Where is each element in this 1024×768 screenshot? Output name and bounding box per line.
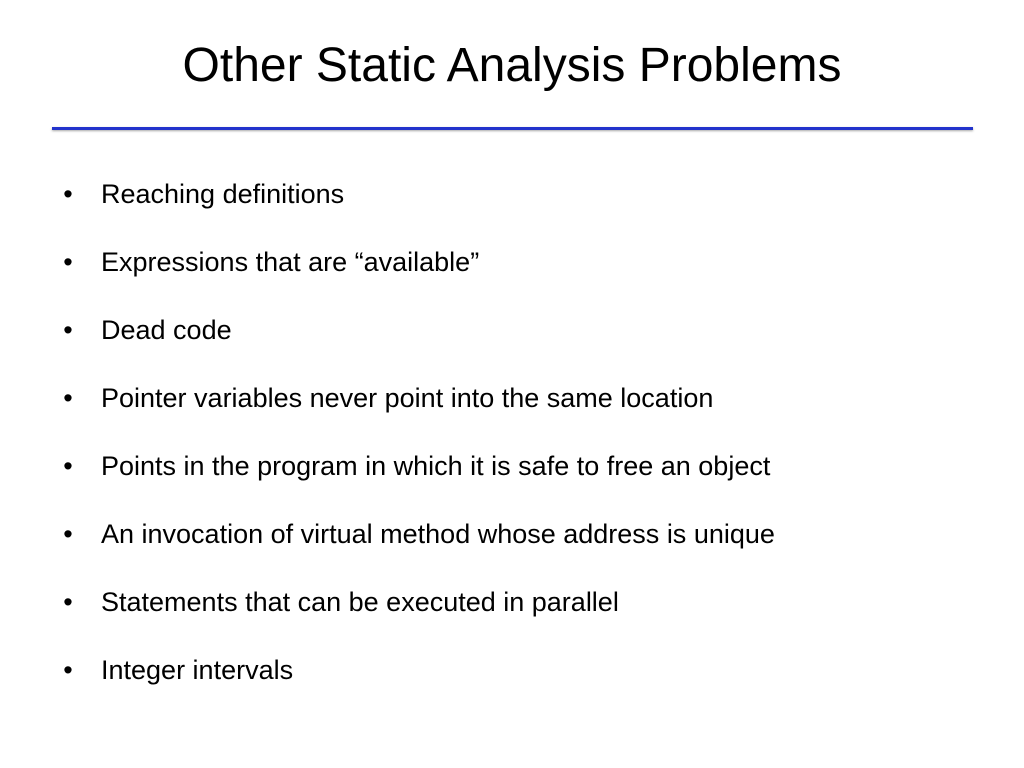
bullet-text: Reaching definitions	[101, 179, 345, 209]
bullet-icon: •	[63, 247, 73, 277]
title-divider	[52, 127, 973, 130]
bullet-icon: •	[63, 587, 73, 617]
bullet-icon: •	[63, 383, 73, 413]
bullet-item-integer-intervals	[0, 636, 775, 704]
slide-title: Other Static Analysis Problems	[182, 39, 842, 92]
bullet-text: Expressions that are “available”	[101, 247, 480, 277]
bullet-icon: •	[63, 179, 73, 209]
bullet-item-virtual-method-invocation	[0, 500, 775, 568]
bullet-list	[0, 160, 775, 704]
bullet-item-safe-free-points	[0, 432, 775, 500]
bullet-icon: •	[63, 519, 73, 549]
bullet-text: Integer intervals	[101, 655, 294, 685]
bullet-text: Statements that can be executed in parallel	[101, 587, 619, 617]
bullet-icon: •	[63, 315, 73, 345]
bullet-icon: •	[63, 451, 73, 481]
bullet-text: An invocation of virtual method whose address is unique	[101, 519, 775, 549]
bullet-item-dead-code	[0, 296, 775, 364]
bullet-item-available-expressions	[0, 228, 775, 296]
bullet-item-parallel-statements	[0, 568, 775, 636]
bullet-item-pointer-variables	[0, 364, 775, 432]
bullet-item-reaching-definitions	[0, 160, 775, 228]
bullet-text: Pointer variables never point into the same location	[101, 383, 714, 413]
bullet-icon: •	[63, 655, 73, 685]
bullet-text: Points in the program in which it is safe to free an object	[101, 451, 771, 481]
bullet-text: Dead code	[101, 315, 232, 345]
